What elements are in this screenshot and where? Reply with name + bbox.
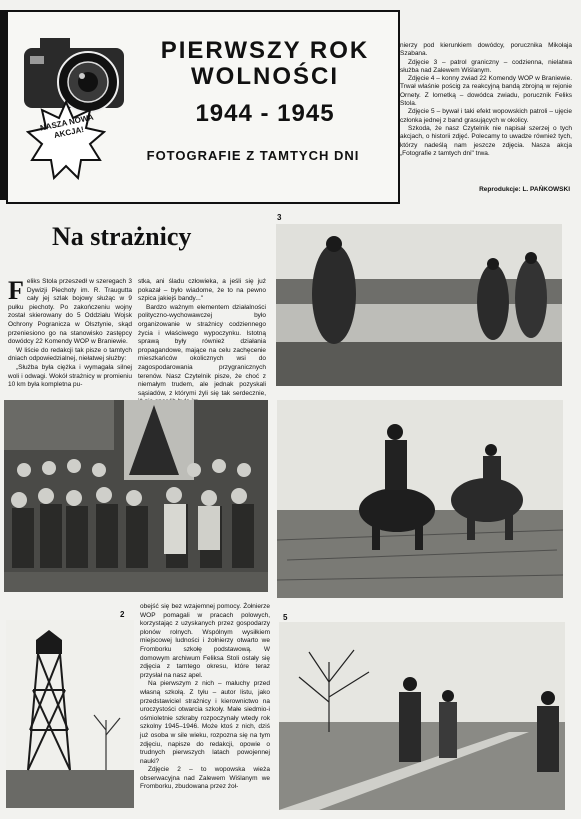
photo-number-3: 3 — [277, 213, 282, 222]
photo-number-2: 2 — [120, 610, 125, 619]
col2-paragraph-2: Bardzo ważnym elementem działalności polityczno-wychowawczej było organizowanie w strażnicy codziennego życia i właściwego wypoczynku. Istotną sprawą były również działania propagandowe, mające na celu zachęcenie mieszkańców okolicznych wsi do zagospodarowania przygranicznych terenów. Nasz Czytelnik pisze, że choć z niemałym trudem, ale jednak pozyskali sąsiadów, z którymi żyli się tak serdecznie, — [138, 303, 266, 397]
article-column-2 — [138, 278, 266, 407]
photo-2-watch-tower — [6, 620, 134, 808]
reproduction-credit: Reprodukcje: L. PAŃKOWSKI — [479, 186, 570, 193]
dropcap: F — [8, 276, 24, 305]
photo-4-image — [277, 400, 563, 598]
col1-paragraph-2: W liście do redakcji tak pisze o tamtych dniach odpowiedzialnej, niełatwej służby: — [8, 346, 132, 363]
photo-3-border-patrol — [276, 224, 562, 386]
photo-1-school-children — [4, 400, 268, 592]
header-title-line2: WOLNOŚCI — [191, 63, 339, 90]
photo-4-mounted-scouts — [277, 400, 563, 598]
col1-paragraph-3: „Służba była ciężka i wymagała silnej woli i odwagi. Wokół strażnicy w promieniu 10 km była kompletna pu- — [8, 363, 132, 389]
top-right-paragraph: nierzy pod kierunkiem dowódcy, porucznika Mikołaja Szabana. — [400, 42, 572, 58]
badge-text: NASZA NOWA AKCJA! — [39, 112, 95, 140]
col3-paragraph-1: obejść się bez wzajemnej pomocy. Żołnierze WOP pomagali w pracach polowych, korzystając z uzyskanych przez gospodarzy plonów rolnych. Wspólnym wysiłkiem miejscowej ludności i żołnierzy otwarto we Fromborku szkołę podstawową. W domowym archiwum Feliksa Stoli ostały się zdjęcia z tamtego okresu, które teraz przysłał na nasz apel. — [140, 603, 270, 679]
photo-3-image — [276, 224, 562, 386]
col1-text: eliks Stola przeszedł w szeregach 3 Dywizji Piechoty im. R. Traugutta cały jej szlak bojowy służąc w 9 pułku piechoty. Po zakończeniu wojny został skierowany do 5 Oddziału Wojsk Ochrony Pogranicza w Olsztynie, skąd przeniesiono go na stanowisko zastępcy dowódcy 22 Komendy WOP w Braniewie. — [8, 278, 132, 346]
photo-number-5: 5 — [283, 613, 288, 622]
article-title: Na strażnicy — [52, 222, 192, 251]
col1-paragraph-1 — [8, 278, 132, 347]
photo-1-image — [4, 400, 268, 592]
col3-paragraph-3: Zdjęcie 2 – to wopowska wieża obserwacyjna nad Zalewem Wiślanym we Fromborku, zbudowana przez żoł- — [140, 766, 270, 791]
photo-5-captured-bandit — [279, 622, 565, 810]
photo-5-image — [279, 622, 565, 810]
col3-paragraph-2: Na pierwszym z nich – maluchy przed własną szkołą. Z tyłu – autor listu, jako przedstawiciel strażnicy i kierownictwo na uroczystości otwarcia szkoły. Małe siedmio-i ośmioletnie szkraby rozpoczynały wtedy rok szkolny 1945–1946. Może ktoś z nich, dziś już osoba w sile wieku, rozpozna się na tym zdjęciu, napisze do redakcji, opowie o trudnych pierwszych latach powojennej nauki? — [140, 680, 270, 765]
header-title-line1: PIERWSZY ROK — [160, 37, 370, 64]
header-subtitle: FOTOGRAFIE Z TAMTYCH DNI — [146, 148, 360, 163]
header-years: 1944 - 1945 — [195, 100, 335, 127]
article-column-1 — [8, 278, 132, 390]
top-right-column — [400, 42, 572, 158]
article-column-3 — [140, 603, 270, 792]
top-right-paragraph: Zdjęcie 4 – konny zwiad 22 Komendy WOP w Braniewie. Trwał właśnie pościg za reakcyjną bandą zbrojną w rejonie Ornety. Z lornetką – dowódca zwiadu, porucznik Feliks Stola. — [400, 75, 572, 108]
top-right-paragraph: Zdjęcie 5 – bywał i taki efekt wopowskich patroli – ujęcie członka jednej z band grasujących w okolicy. — [400, 108, 572, 124]
photo-2-image — [6, 620, 134, 808]
col2-paragraph-1: stka, ani śladu człowieka, a jeśli się już pokazał – było wiadome, że to na pewno szpica jakiejś bandy..." — [138, 278, 266, 303]
top-right-paragraph: Szkoda, że nasz Czytelnik nie napisał szerzej o tych akcjach, o historii zdjęć. Polecamy to uwadze również tych, którzy nadeślą nam jeszcze zdjęcia. Nasza akcja „Fotografie z tamtych dni" trwa. — [400, 124, 572, 157]
header-title — [140, 38, 390, 90]
top-right-paragraph: Zdjęcie 3 – patrol graniczny – codzienna, nielatwa służba nad Zalewem Wiślanym. — [400, 58, 572, 74]
